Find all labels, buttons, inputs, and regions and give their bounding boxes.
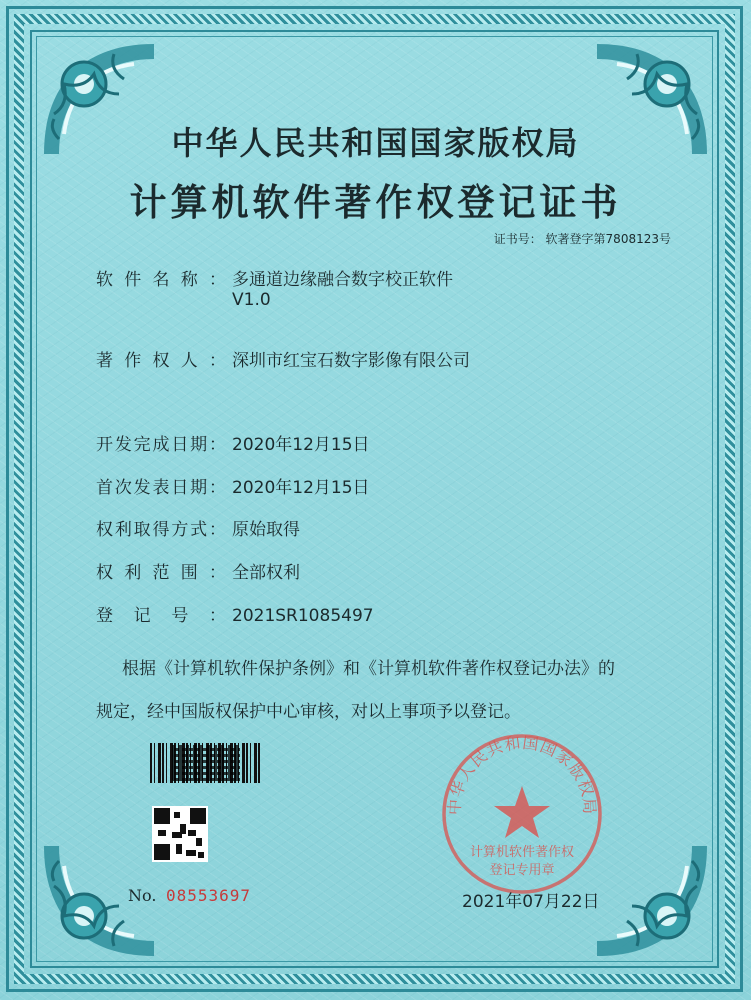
owner-row [96, 346, 470, 371]
qr-code-icon [152, 806, 208, 862]
field-label: 权利取得方式： [96, 520, 226, 540]
barcode-icon [150, 743, 260, 783]
field-label: 首次发表日期： [96, 478, 226, 498]
certificate-number-label: 证书号： [493, 232, 542, 246]
field-label: 登记号： [96, 606, 226, 626]
software-version: V1.0 [232, 290, 271, 310]
statement-line-2: 规定，经中国版权保护中心审核，对以上事项予以登记。 [96, 702, 521, 722]
seal-line-1: 计算机软件著作权 [469, 845, 575, 860]
serial-label: No. [128, 886, 157, 905]
field-value: 2021SR1085497 [232, 606, 374, 626]
field-label: 权利范围： [96, 563, 226, 583]
field-value: 原始取得 [232, 520, 300, 540]
pub-date-row [96, 473, 370, 498]
statement-line-1: 根据《计算机软件保护条例》和《计算机软件著作权登记办法》的 [122, 659, 615, 679]
issuing-agency: 中华人民共和国国家版权局 [171, 124, 580, 162]
field-value: 深圳市红宝石数字影像有限公司 [232, 351, 470, 371]
field-label: 软件名称： [96, 270, 226, 290]
registration-number-row [96, 601, 374, 626]
dev-date-row [96, 430, 370, 455]
field-value: 全部权利 [232, 563, 300, 583]
rights-scope-row [96, 558, 300, 583]
field-label: 开发完成日期： [96, 435, 226, 455]
certificate-title: 计算机软件著作权登记证书 [129, 180, 622, 224]
certificate-number [494, 230, 671, 247]
field-label: 著作权人： [96, 351, 226, 371]
acquire-method-row [96, 515, 300, 540]
field-value: 多通道边缘融合数字校正软件 [232, 270, 453, 290]
serial-number: 08553697 [166, 886, 252, 905]
official-seal-icon [438, 730, 606, 898]
field-value: 2020年12月15日 [232, 435, 370, 455]
seal-line-2: 登记专用章 [489, 863, 555, 878]
issue-date: 2021年07月22日 [462, 892, 600, 912]
software-name-row [96, 265, 453, 290]
certificate-number-value: 软著登字第7808123号 [545, 232, 671, 246]
seal-arc-text: 中华人民共和国国家版权局 [444, 732, 600, 816]
field-value: 2020年12月15日 [232, 478, 370, 498]
